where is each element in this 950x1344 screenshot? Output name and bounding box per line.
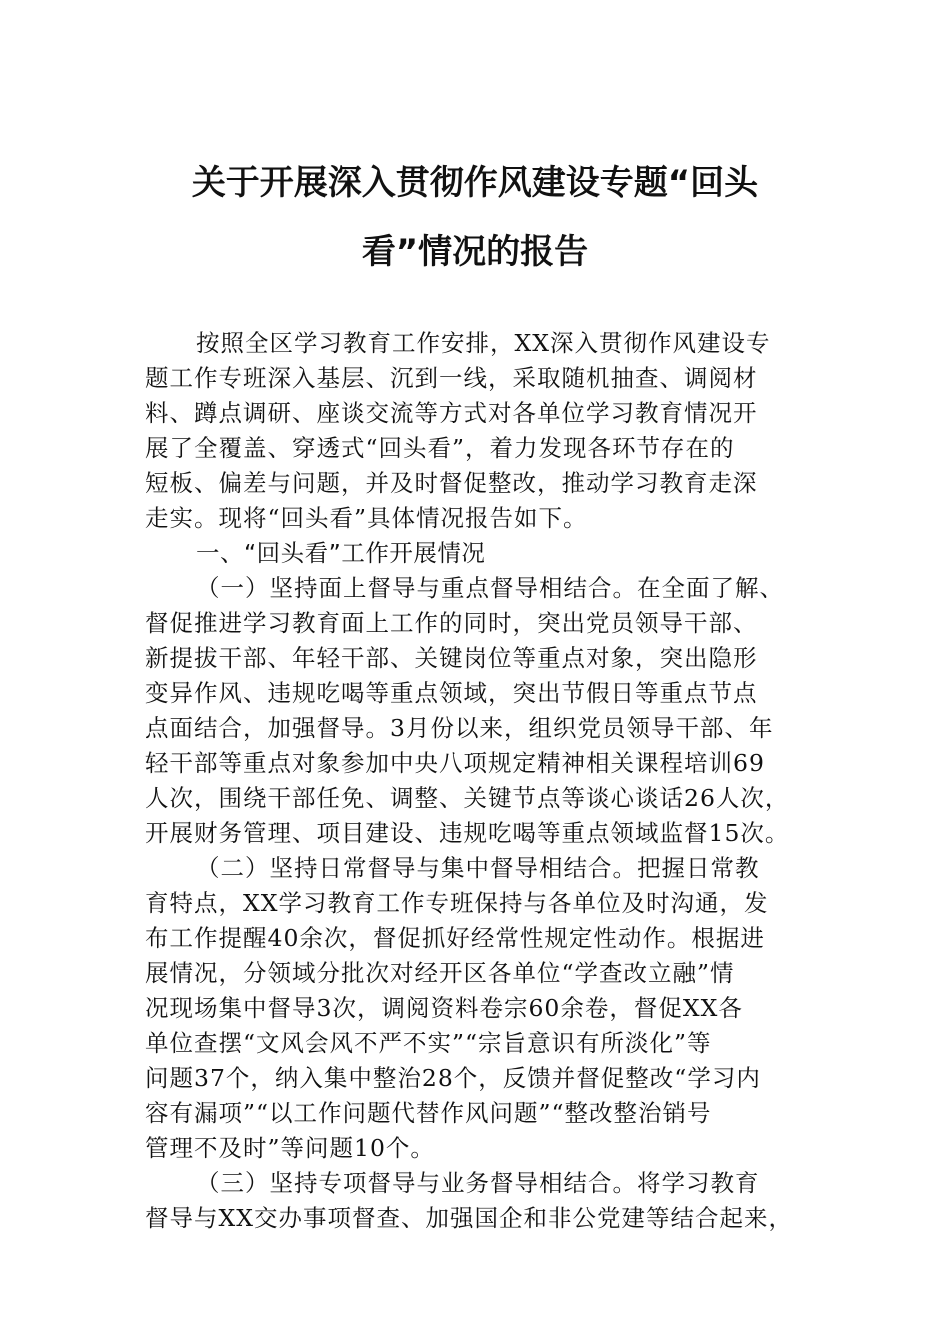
body-line-20: 况现场集中督导3次，调阅资料卷宗60余卷，督促XX各 [145, 994, 743, 1022]
document-title-line-1: 关于开展深入贯彻作风建设专题“回头 [191, 163, 759, 203]
document-title-line-2: 看”情况的报告 [361, 232, 589, 272]
body-line-8: （一）坚持面上督导与重点督导相结合。在全面了解、 [196, 574, 784, 602]
body-line-9: 督促推进学习教育面上工作的同时，突出党员领导干部、 [145, 609, 758, 637]
body-line-11: 变异作风、违规吃喝等重点领域，突出节假日等重点节点 [145, 679, 758, 707]
body-line-1: 按照全区学习教育工作安排，XX深入贯彻作风建设专 [196, 329, 771, 357]
body-line-16: （二）坚持日常督导与集中督导相结合。把握日常教 [196, 854, 760, 882]
body-line-21: 单位查摆“文风会风不严不实”“宗旨意识有所淡化”等 [145, 1029, 712, 1057]
body-line-23: 容有漏项”“以工作问题代替作风问题”“整改整治销号 [145, 1099, 712, 1127]
body-line-6: 走实。现将“回头看”具体情况报告如下。 [145, 504, 588, 532]
body-line-5: 短板、偏差与问题，并及时督促整改，推动学习教育走深 [145, 469, 758, 497]
body-line-2: 题工作专班深入基层、沉到一线，采取随机抽查、调阅材 [145, 364, 758, 392]
body-line-15: 开展财务管理、项目建设、违规吃喝等重点领域监督15次。 [145, 819, 790, 847]
body-line-19: 展情况，分领域分批次对经开区各单位“学查改立融”情 [145, 959, 735, 987]
body-line-12: 点面结合，加强督导。3月份以来，组织党员领导干部、年 [145, 714, 774, 742]
body-line-4: 展了全覆盖、穿透式“回头看”，着力发现各环节存在的 [145, 434, 735, 462]
body-line-26: 督导与XX交办事项督查、加强国企和非公党建等结合起来， [145, 1204, 793, 1232]
body-line-22: 问题37个，纳入集中整治28个，反馈并督促整改“学习内 [145, 1064, 761, 1092]
body-line-18: 布工作提醒40余次，督促抓好经常性规定性动作。根据进 [145, 924, 765, 952]
body-line-13: 轻干部等重点对象参加中央八项规定精神相关课程培训69 [145, 749, 765, 777]
body-line-17: 育特点，XX学习教育工作专班保持与各单位及时沟通，发 [145, 889, 769, 917]
body-line-3: 料、蹲点调研、座谈交流等方式对各单位学习教育情况开 [145, 399, 758, 427]
body-line-25: （三）坚持专项督导与业务督导相结合。将学习教育 [196, 1169, 760, 1197]
body-line-14: 人次，围绕干部任免、调整、关键节点等谈心谈话26人次， [145, 784, 790, 812]
section-heading-1: 一、“回头看”工作开展情况 [196, 539, 486, 567]
body-line-24: 管理不及时”等问题10个。 [145, 1134, 435, 1162]
body-line-10: 新提拔干部、年轻干部、关键岗位等重点对象，突出隐形 [145, 644, 758, 672]
